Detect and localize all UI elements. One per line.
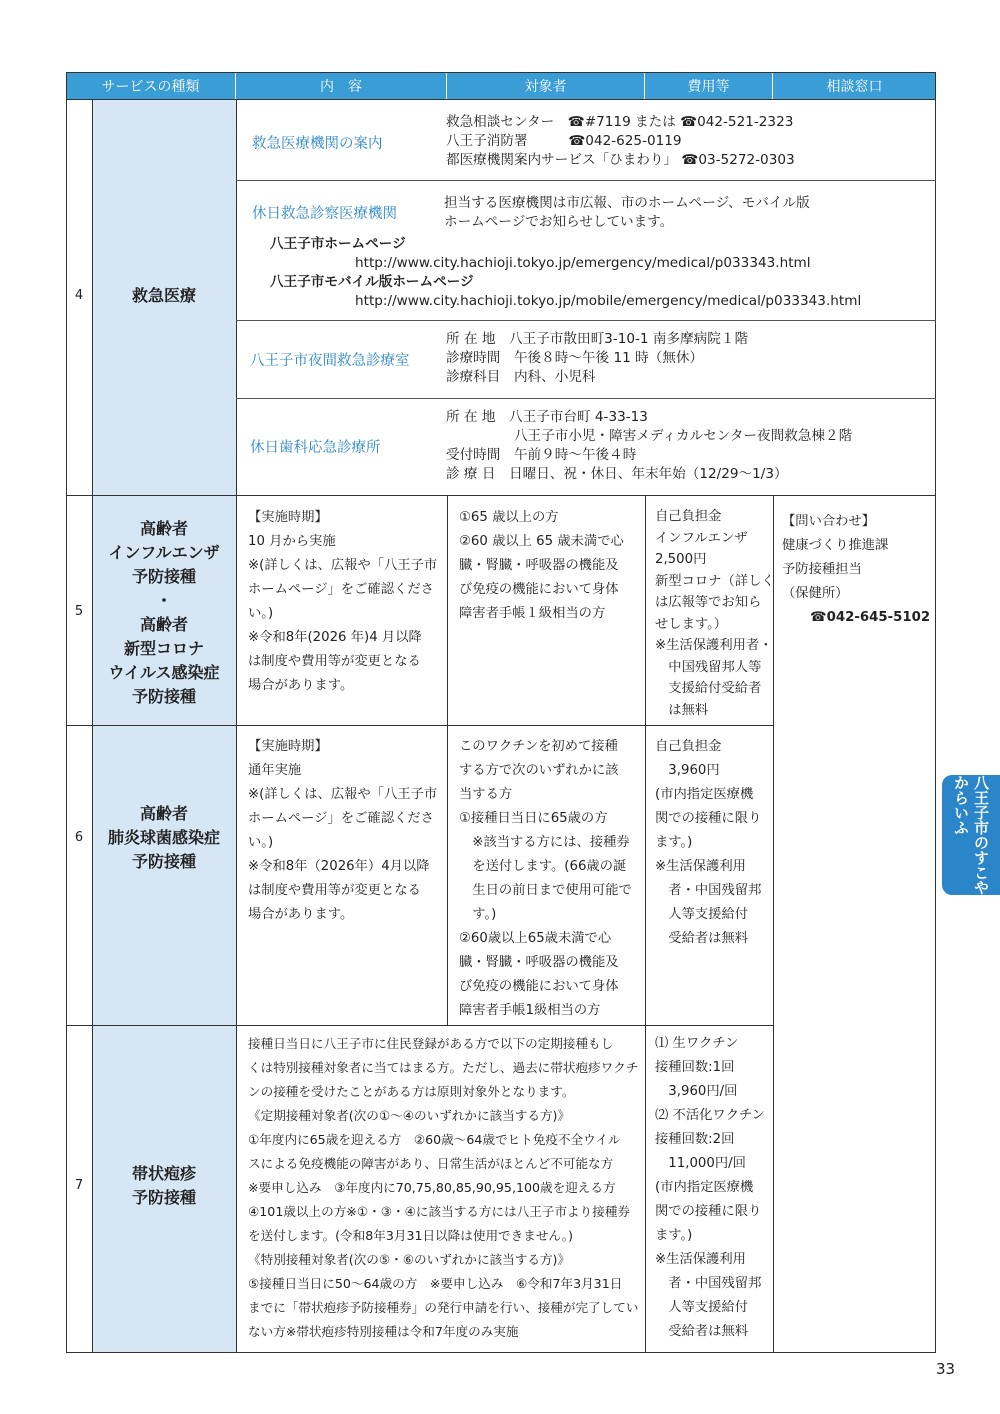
header-content: 内 容 bbox=[236, 72, 447, 99]
emergency-guide-title: 救急医療機関の案内 bbox=[252, 136, 383, 152]
text-line: 八王子市小児・障害メディカルセンター夜間救急棟２階 bbox=[446, 428, 853, 444]
header-target: 対象者 bbox=[447, 72, 645, 99]
text-line: 診療時間 午後８時〜午後 11 時（無休） bbox=[446, 350, 704, 366]
divider bbox=[645, 495, 646, 1353]
service-name: 高齢者 インフルエンザ 予防接種 ・ 高齢者 新型コロナ ウイルス感染症 予防接種 bbox=[108, 519, 220, 706]
row6-target: このワクチンを初めて接種 する方で次のいずれかに該 当する方 ①接種日当日に65歳の方 ※該当する方には、接種券 を送付します。(66歳の誕 生日の前日まで使用可能で す。) ②60歳以上65歳未満で心 臓・腎臓・呼吸器の機能及 び免疫の機能において身体 障害者手帳1級相当の方 bbox=[459, 739, 632, 1018]
link-label: 八王子市モバイル版ホームページ bbox=[270, 274, 474, 290]
side-index-tab[interactable] bbox=[942, 775, 1000, 895]
text-line: 八王子消防署 ☎042-625-0119 bbox=[446, 133, 682, 149]
contact-phone[interactable]: ☎042-645-5102 bbox=[810, 610, 931, 625]
text-line: 診 療 日 日曜日、祝・休日、年末年始（12/29〜1/3） bbox=[446, 466, 788, 482]
divider bbox=[236, 180, 936, 181]
divider bbox=[236, 398, 936, 399]
text-line: 診療科目 内科、小児科 bbox=[446, 369, 596, 385]
divider bbox=[66, 99, 936, 100]
row6-cost: 自己負担金 3,960円 (市内指定医療機 関での接種に限り ます。) ※生活保護利用 者・中国残留邦 人等支援給付 受給者は無料 bbox=[655, 739, 762, 946]
text-line: ホームページでお知らせしています。 bbox=[444, 214, 674, 230]
row-number: 6 bbox=[74, 830, 84, 845]
divider bbox=[236, 99, 237, 1353]
row-number: 4 bbox=[74, 288, 84, 303]
row7-content: 接種日当日に八王子市に住民登録がある方で以下の定期接種もし くは特別接種対象者に当てはまる方。ただし、過去に帯状疱疹ワクチ ンの接種を受けたことがある方は原則対象外となります。 《定期接種対象者(次の①〜④のいずれかに該当する方)》 ①年度内に65歳を迎える方 ②60歳〜64歳でヒト免疫不全ウイル スによる免疫機能の障害があり、日常生活がほとんど不可能な方 ※要申し込み ③年度内に70,75,80,85,90,95,100歳を迎える方 ④101歳以上の方※①・③・④に該当する方には八王子市より接種券 を送付します。(令和8年3月31日以降は使用できません。) 《特別接種対象者(次の⑤・⑥のいずれかに該当する方)》 ⑤接種日当日に50〜64歳の方 ※要申し込み ⑥令和7年3月31日 までに「帯状疱疹予防接種券」の発行申請を行い、接種が完了してい ない方※帯状疱疹特別接種は令和7年度のみ実施 bbox=[248, 1036, 639, 1339]
service-name: 帯状疱疹 予防接種 bbox=[131, 1164, 196, 1207]
service-name: 救急医療 bbox=[131, 286, 196, 305]
text-line: 担当する医療機関は市広報、市のホームページ、モバイル版 bbox=[444, 195, 810, 211]
row5-target: ①65 歳以上の方 ②60 歳以上 65 歳未満で心 臓・腎臓・呼吸器の機能及 び免疫の機能において身体 障害者手帳１級相当の方 bbox=[459, 510, 624, 621]
services-table bbox=[66, 72, 936, 1353]
divider bbox=[66, 495, 936, 496]
text-line: 救急相談センター ☎#7119 または ☎042-521-2323 bbox=[446, 114, 794, 130]
homepage-link[interactable]: http://www.city.hachioji.tokyo.jp/emergency/medical/p033343.html bbox=[355, 255, 811, 271]
row6-content: 【実施時期】 通年実施 ※(詳しくは、広報や「八王子市 ホームページ」をご確認くださ い。) ※令和8年（2026年）4月以降 は制度や費用等が変更となる 場合があります。 bbox=[248, 739, 438, 922]
header-service-type: サービスの種類 bbox=[66, 72, 236, 99]
row5-content: 【実施時期】 10 月から実施 ※(詳しくは、広報や「八王子市 ホームページ」をご確認くださ い。) ※令和8年(2026 年)4 月以降 は制度や費用等が変更となる 場合があります。 bbox=[248, 510, 438, 693]
link-label: 八王子市ホームページ bbox=[270, 236, 406, 252]
side-index-label: 八王子市のすこやからいふ bbox=[952, 775, 990, 895]
divider bbox=[236, 320, 936, 321]
mobile-homepage-link[interactable]: http://www.city.hachioji.tokyo.jp/mobile/emergency/medical/p033343.html bbox=[355, 293, 862, 309]
divider bbox=[66, 725, 773, 726]
header-contact: 相談窓口 bbox=[773, 72, 936, 99]
header-cost: 費用等 bbox=[645, 72, 773, 99]
row7-cost: ⑴ 生ワクチン 接種回数:1回 3,960円/回 ⑵ 不活化ワクチン 接種回数:2回 11,000円/回 (市内指定医療機 関での接種に限り ます。) ※生活保護利用 者・中国残留邦 人等支援給付 受給者は無料 bbox=[655, 1036, 765, 1339]
page-number: 33 bbox=[936, 1360, 956, 1378]
text-line: 所 在 地 八王子市台町 4-33-13 bbox=[446, 409, 648, 425]
contact-info: 【問い合わせ】 健康づくり推進課 予防接種担当 （保健所） ☎042-645-5102 bbox=[782, 510, 930, 630]
divider bbox=[66, 1025, 773, 1026]
text-line: 所 在 地 八王子市散田町3-10-1 南多摩病院１階 bbox=[446, 331, 749, 347]
text-line: 受付時間 午前９時〜午後４時 bbox=[446, 447, 637, 463]
divider bbox=[447, 495, 448, 1025]
row5-cost: 自己負担金 インフルエンザ 2,500円 新型コロナ（詳しく は広報等でお知ら せします。） ※生活保護利用者・ 中国残留邦人等 支援給付受給者 は無料 bbox=[655, 509, 775, 718]
row-number: 5 bbox=[74, 604, 84, 619]
row-number: 7 bbox=[74, 1178, 84, 1193]
text-line: 都医療機関案内サービス「ひまわり」 ☎03-5272-0303 bbox=[446, 152, 795, 168]
holiday-clinic-title: 休日救急診察医療機関 bbox=[252, 206, 397, 222]
dental-clinic-title: 休日歯科応急診療所 bbox=[250, 440, 381, 456]
service-name: 高齢者 肺炎球菌感染症 予防接種 bbox=[107, 804, 220, 871]
night-clinic-title: 八王子市夜間救急診療室 bbox=[250, 353, 410, 369]
